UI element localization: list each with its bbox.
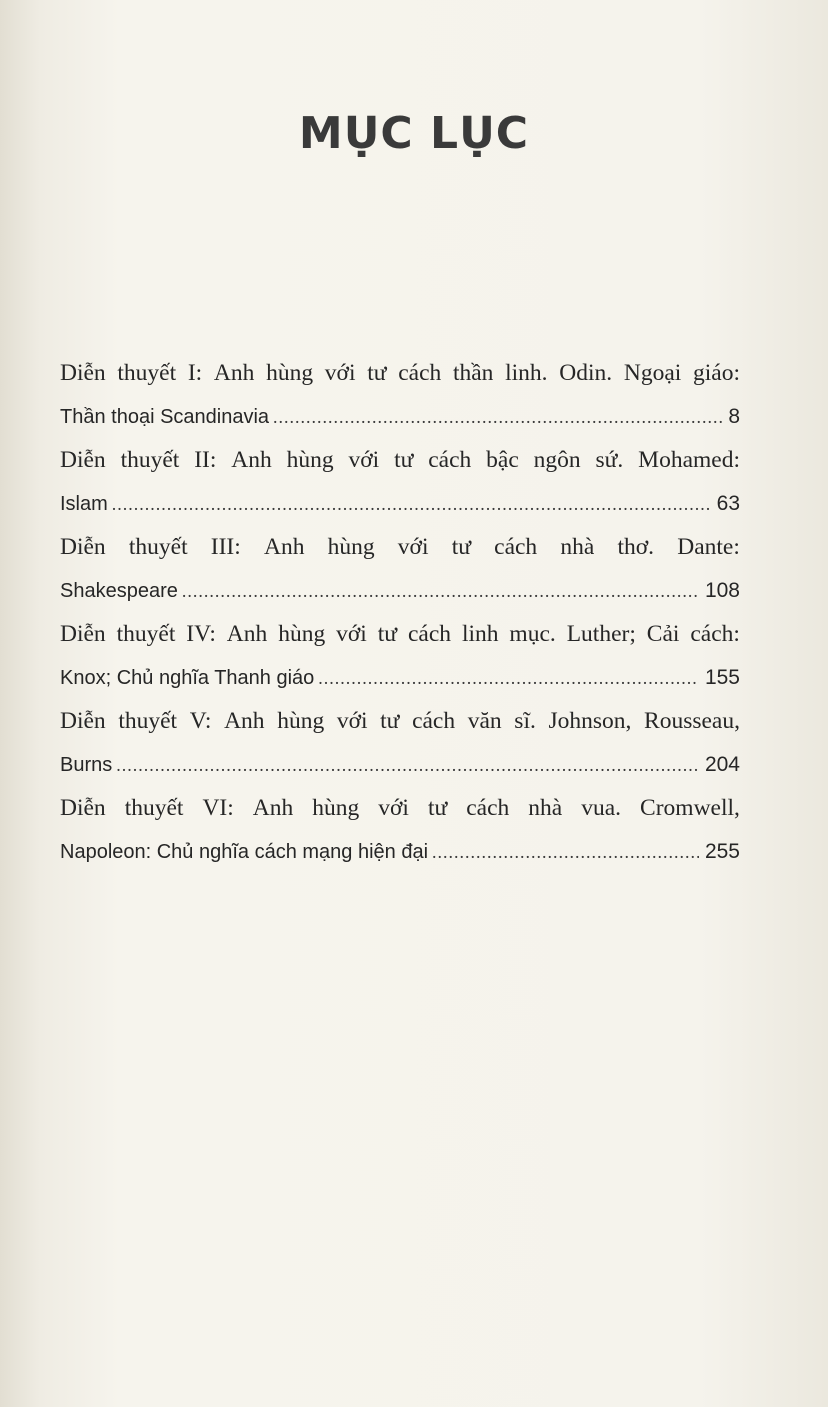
toc-entry: [60, 526, 740, 613]
toc-heading-word: Diễn: [60, 795, 106, 821]
toc-heading-word: Anh: [224, 708, 265, 734]
toc-entry: [60, 700, 740, 787]
toc-entry: [60, 352, 740, 439]
toc-heading-word: II:: [194, 447, 217, 473]
toc-entry-continuation: [60, 395, 740, 439]
toc-heading-word: Mohamed:: [638, 447, 740, 473]
toc-heading-word: sĩ.: [514, 708, 536, 734]
toc-heading-word: ngôn: [533, 447, 581, 473]
toc-heading-word: V:: [189, 708, 212, 734]
toc-heading-word: với: [378, 795, 409, 821]
toc-heading-word: mục.: [509, 621, 556, 647]
toc-heading-word: tư: [367, 360, 387, 386]
toc-heading-word: thuyết: [120, 447, 180, 473]
toc-heading-word: VI:: [202, 795, 234, 821]
dot-leader: [432, 831, 699, 874]
toc-heading-word: thuyết: [124, 795, 184, 821]
toc-heading-word: Diễn: [60, 360, 106, 386]
dot-leader: [182, 570, 699, 613]
toc-heading-word: Anh: [231, 447, 272, 473]
toc-entry-heading: [60, 613, 740, 656]
toc-heading-word: Anh: [213, 360, 255, 386]
dot-leader: [273, 396, 722, 439]
toc-heading-word: với: [324, 360, 356, 386]
toc-heading-word: hùng: [312, 795, 360, 821]
toc-entry: [60, 439, 740, 526]
toc-heading-word: Diễn: [60, 447, 106, 473]
toc-heading-word: thơ.: [617, 534, 655, 560]
toc-heading-word: vua.: [581, 795, 622, 821]
toc-entry-heading: [60, 352, 740, 395]
toc-heading-word: Luther;: [566, 621, 636, 647]
page-number: 108: [704, 579, 740, 602]
toc-heading-word: Odin.: [559, 360, 613, 386]
toc-entry-subtitle: Knox; Chủ nghĩa Thanh giáo: [60, 667, 315, 689]
toc-heading-word: thuyết: [128, 534, 188, 560]
toc-entry-continuation: [60, 830, 740, 874]
toc-heading-word: linh: [461, 621, 499, 647]
dot-leader: [112, 483, 711, 526]
toc-heading-word: linh.: [505, 360, 548, 386]
toc-heading-word: IV:: [186, 621, 216, 647]
toc-heading-word: giáo:: [692, 360, 740, 386]
toc-entry: [60, 613, 740, 700]
toc-heading-word: văn: [467, 708, 502, 734]
toc-entry-heading: [60, 439, 740, 482]
toc-heading-word: thuyết: [118, 708, 178, 734]
toc-heading-word: với: [397, 534, 429, 560]
toc-heading-word: I:: [187, 360, 203, 386]
toc-entry-continuation: [60, 482, 740, 526]
toc-heading-word: Anh: [263, 534, 305, 560]
page-number: 255: [704, 840, 740, 863]
toc-heading-word: Anh: [252, 795, 294, 821]
table-of-contents: [60, 352, 740, 874]
toc-heading-word: nhà: [560, 534, 595, 560]
toc-heading-word: Diễn: [60, 621, 106, 647]
toc-heading-word: Ngoại: [623, 360, 682, 386]
toc-entry-continuation: [60, 569, 740, 613]
toc-heading-word: tư: [380, 708, 400, 734]
toc-heading-word: Diễn: [60, 708, 106, 734]
toc-heading-word: Rousseau,: [644, 708, 740, 734]
toc-entry-heading: [60, 787, 740, 830]
page-number: 204: [704, 753, 740, 776]
page-number: 155: [704, 666, 740, 689]
toc-heading-word: hùng: [277, 708, 325, 734]
page-number: 8: [728, 405, 740, 428]
toc-heading-word: tư: [394, 447, 414, 473]
toc-heading-word: với: [348, 447, 380, 473]
page-title: MỤC LỤC: [298, 108, 530, 159]
toc-heading-word: sứ.: [595, 447, 624, 473]
toc-entry-subtitle: Thần thoại Scandinavia: [60, 406, 270, 428]
toc-heading-word: cách: [466, 795, 510, 821]
toc-heading-word: Dante:: [677, 534, 740, 560]
toc-heading-word: cách: [407, 621, 452, 647]
toc-heading-word: cách: [398, 360, 442, 386]
toc-heading-word: hùng: [278, 621, 326, 647]
dot-leader: [318, 657, 699, 700]
toc-heading-word: cách: [412, 708, 456, 734]
toc-heading-word: Anh: [226, 621, 268, 647]
toc-heading-word: hùng: [286, 447, 334, 473]
page-number: 63: [716, 492, 740, 515]
dot-leader: [116, 744, 699, 787]
toc-entry-subtitle: Napoleon: Chủ nghĩa cách mạng hiện đại: [60, 841, 429, 863]
toc-heading-word: III:: [210, 534, 241, 560]
toc-entry-heading: [60, 700, 740, 743]
toc-heading-word: Cải: [646, 621, 680, 647]
toc-heading-word: Johnson,: [548, 708, 632, 734]
toc-heading-word: nhà: [528, 795, 563, 821]
toc-entry-continuation: [60, 743, 740, 787]
toc-heading-word: thuyết: [117, 360, 177, 386]
toc-heading-word: hùng: [327, 534, 375, 560]
toc-heading-word: tư: [451, 534, 471, 560]
toc-entry-heading: [60, 526, 740, 569]
toc-heading-word: cách: [494, 534, 538, 560]
toc-heading-word: bậc: [486, 447, 519, 473]
toc-heading-word: Cromwell,: [640, 795, 740, 821]
toc-heading-word: với: [336, 708, 368, 734]
toc-heading-word: thần: [452, 360, 494, 386]
toc-heading-word: hùng: [266, 360, 314, 386]
toc-heading-word: thuyết: [116, 621, 176, 647]
toc-entry: [60, 787, 740, 874]
toc-heading-word: với: [336, 621, 367, 647]
toc-entry-subtitle: Shakespeare: [60, 580, 178, 602]
toc-entry-subtitle: Burns: [60, 754, 113, 776]
toc-heading-word: tư: [377, 621, 398, 647]
toc-entry-continuation: [60, 656, 740, 700]
toc-heading-word: cách:: [690, 621, 740, 647]
toc-heading-word: cách: [428, 447, 472, 473]
toc-heading-word: Diễn: [60, 534, 106, 560]
toc-heading-word: tư: [427, 795, 448, 821]
toc-entry-subtitle: Islam: [60, 493, 108, 515]
